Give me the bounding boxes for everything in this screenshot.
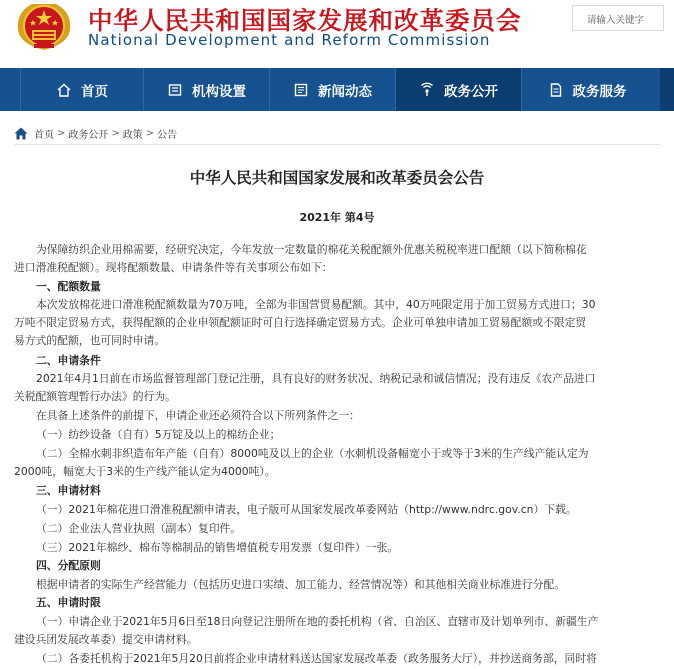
breadcrumb (14, 126, 177, 141)
section-heading: 四、分配原则 (36, 559, 101, 572)
site-header (0, 0, 674, 68)
breadcrumb-home[interactable]: 首页 (34, 130, 54, 141)
home-icon[interactable] (14, 127, 28, 140)
article-line: （二）企业法人营业执照（副本）复印件。 (36, 522, 242, 535)
article-line: 2000吨，幅宽大于3米的生产线产能认定为4000吨）。 (14, 465, 276, 478)
article-line: 易方式的配额，也可同时申请。 (14, 334, 166, 347)
document-icon (548, 82, 564, 98)
article-line: 建设兵团发展改革委）提交申请材料。 (14, 633, 198, 646)
article-title: 中华人民共和国国家发展和改革委员会公告 (189, 169, 485, 187)
site-title-en[interactable]: National Development and Reform Commission (88, 31, 491, 49)
nav-item-label: 政务服务 (572, 83, 627, 100)
nav-item-organization[interactable] (144, 68, 270, 111)
nav-item-government-affairs[interactable] (396, 68, 522, 111)
newspaper-icon (293, 82, 309, 98)
nav-item-label: 机构设置 (192, 83, 246, 100)
breadcrumb-separator: > (57, 128, 66, 139)
home-icon (56, 82, 72, 98)
article-line: （三）2021年棉纱、棉布等棉制品的销售增值税专用发票（复印件）一张。 (36, 541, 399, 554)
breadcrumb-policy[interactable]: 政策 (122, 130, 143, 141)
article-line: （一）申请企业于2021年5月6日至18日向登记注册所在地的委托机构（省、自治区、直辖市及计划单列市、新疆生产 (36, 615, 599, 628)
article-line: 在具备上述条件的前提下，申请企业还必须符合以下所列条件之一： (36, 409, 360, 422)
article-line: 为保障纺织企业用棉需要，经研究决定，今年发放一定数量的棉花关税配额外优惠关税税率进口配额（以下简称棉花 (36, 243, 587, 256)
nav-item-label: 政务公开 (444, 83, 498, 100)
nav-edge (660, 68, 674, 111)
section-heading: 三、申请材料 (36, 484, 101, 497)
article-line: 2021年4月1日前在市场监督管理部门登记注册，具有良好的财务状况、纳税记录和诚信情况；没有违反《农产品进口 (36, 372, 596, 385)
nav-item-label: 首页 (81, 83, 108, 100)
nav-item-news[interactable] (270, 68, 396, 111)
article-line: 根据申请者的实际生产经营能力（包括历史进口实绩、加工能力、经营情况等）和其他相关商业标准进行分配。 (36, 578, 566, 591)
section-heading: 五、申请时限 (36, 596, 101, 609)
nav-item-label: 新闻动态 (318, 83, 372, 100)
article-line: 万吨不限定贸易方式，获得配额的企业申领配额证时可自行选择确定贸易方式。企业可单独申请加工贸易配额或不限定贸 (14, 316, 587, 329)
building-icon (167, 82, 183, 98)
section-heading: 一、配额数量 (36, 280, 101, 293)
site-title-cn[interactable]: 中华人民共和国国家发展和改革委员会 (88, 6, 522, 35)
breadcrumb-announcement[interactable]: 公告 (157, 130, 178, 141)
main-nav (0, 68, 674, 111)
nav-item-services[interactable] (522, 68, 652, 111)
divider (14, 144, 660, 145)
section-heading: 二、申请条件 (36, 354, 101, 367)
article-line: 进口滑准税配额）。现将配额数量、申请条件等有关事项公布如下： (14, 261, 333, 274)
nav-item-home[interactable] (20, 68, 144, 111)
breadcrumb-separator: > (111, 128, 120, 139)
article-line: 本次发放棉花进口滑准税配额数量为70万吨，全部为非国营贸易配额。其中，40万吨限定用于加工贸易方式进口；30 (36, 298, 596, 311)
breadcrumb-government-affairs[interactable]: 政务公开 (68, 130, 109, 141)
broadcast-icon (419, 82, 435, 98)
breadcrumb-separator: > (145, 128, 155, 139)
national-emblem-icon[interactable] (12, 0, 76, 52)
article-line: （二）全棉水刺非织造布年产能（自有）8000吨及以上的企业（水刺机设备幅宽小于或等于3米的生产线产能认定为 (36, 447, 589, 460)
article-line: （一）纺纱设备（自有）5万锭及以上的棉纺企业； (36, 428, 281, 441)
article-line: 关税配额管理暂行办法》的行为。 (14, 390, 176, 403)
article-line: （二）各委托机构于2021年5月20日前将企业申请材料送达国家发展改革委（政务服务大厅），并抄送商务部，同时将 (36, 652, 597, 665)
article-number: 2021年 第4号 (299, 211, 375, 224)
article-line: （一）2021年棉花进口滑准税配额申请表，电子版可从国家发展改革委网站（http://www.ndrc.gov.cn）下载。 (36, 503, 577, 516)
search-input[interactable]: 请输入关键字 (572, 5, 664, 31)
